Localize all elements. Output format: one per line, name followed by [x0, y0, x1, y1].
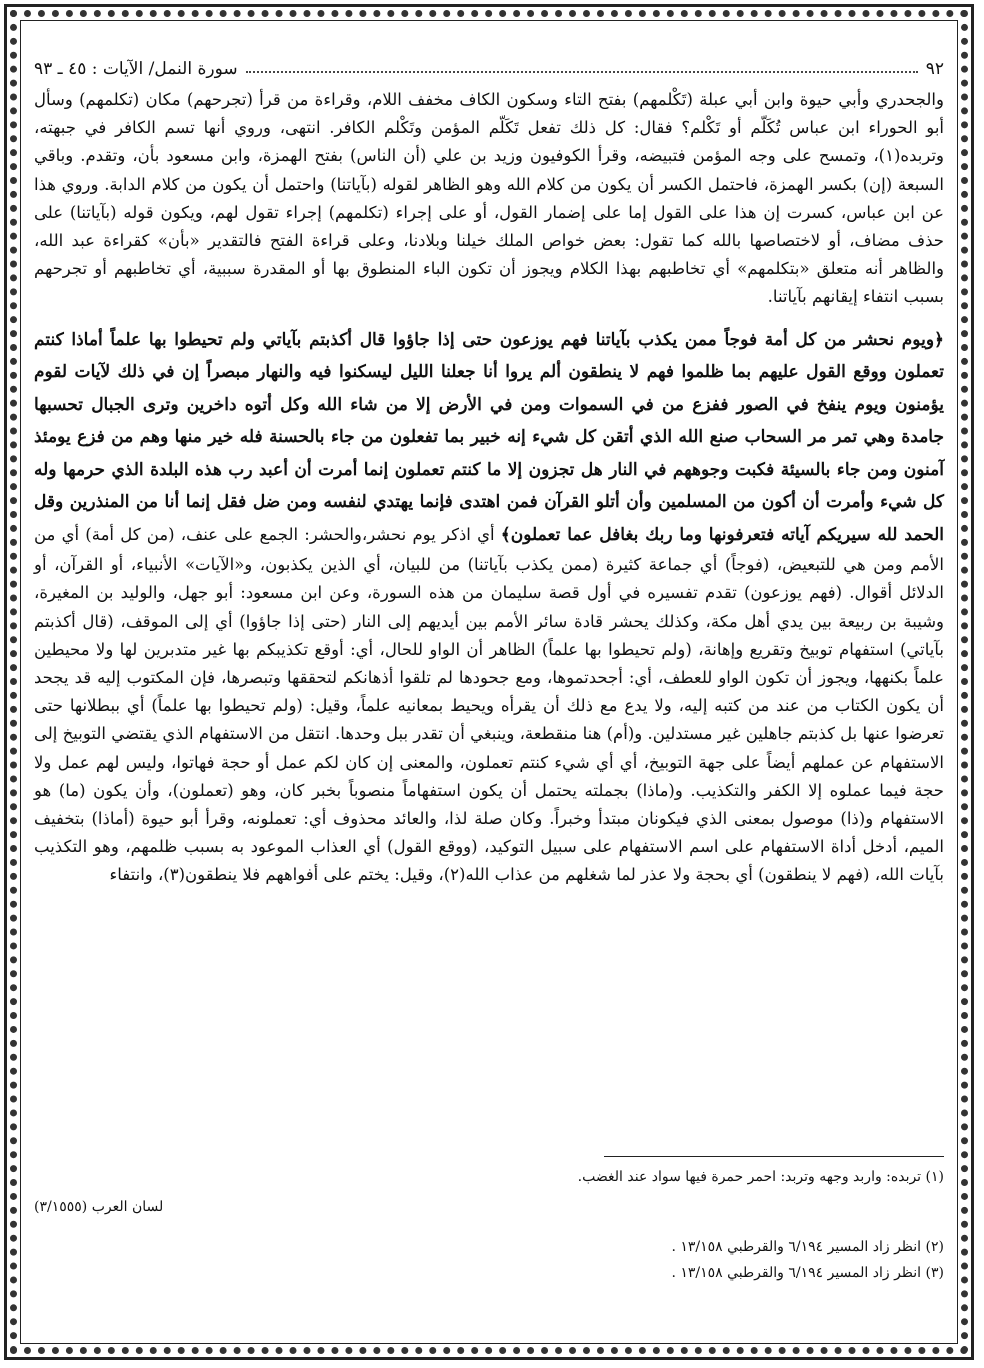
page-number: ٩٢ [925, 59, 944, 79]
footnote-3: (٣) انظر زاد المسير ٦/١٩٤ والقرطبي ١٣/١٥٨ . [671, 1265, 944, 1281]
quran-verse: ﴿ويوم نحشر من كل أمة فوجاً ممن يكذب بآياتنا فهم يوزعون حتى إذا جاؤوا قال أكذبتم بآياتي ولم تحيطوا بها علماً أماذا كنتم تعملون ووقع القول عليهم بما ظلموا فهم لا ينطقون ألم يروا أنا جعلنا الليل ليسكنوا فيه والنهار مبصراً إن في ذلك لآيات لقوم يؤمنون ويوم ينفخ في الصور ففزع من في السموات ومن في الأرض إلا من شاء الله وكل أتوه داخرين وترى الجبال تحسبها جامدة وهي تمر مر السحاب صنع الله الذي أتقن كل شيء إنه خبير بما تفعلون من جاء بالحسنة فله خير منها وهم من فزع يومئذ آمنون ومن جاء بالسيئة فكبت وجوههم في النار هل تجزون إلا ما كنتم تعملون إنما أمرت أن أعبد رب هذه البلدة الذي حرمها وله كل شيء وأمرت أن أكون من المسلمين وأن أتلو القرآن فمن اهتدى فإنما يهتدي لنفسه ومن ضل فقل إنما أنا من المنذرين وقل الحمد لله سيريكم آياته فتعرفونها وما ربك بغافل عما تعملون﴾ [34, 329, 944, 545]
footnote-2: (٢) انظر زاد المسير ٦/١٩٤ والقرطبي ١٣/١٥٨ . [671, 1239, 944, 1255]
intro-paragraph: والجحدري وأبي حيوة وابن أبي عبلة (تَكْلمهم) بفتح التاء وسكون الكاف مخفف اللام، وقراءة من قرأ (تجرحهم) مكان (تكلمهم) وسأل أبو الحوراء ابن عباس تُكَلّم أو تَكْلم؟ فقال: كل ذلك تفعل تَكَلّم المؤمن وتَكْلم الكافر. انتهى، وروي أنها تسم الكافر في جبهته، وتربده(١)، وتمسح على وجه المؤمن فتبيضه، وقرأ الكوفيون وزيد بن علي (أن الناس) بفتح الهمزة، وابن مسعود بأن، وتقدم. وباقي السبعة (إن) بكسر الهمزة، فاحتمل الكسر أن يكون من كلام الله وهو الظاهر لقوله (بآياتنا) واحتمل أن يكون من كلام الدابة. وروي هذا عن ابن عباس، كسرت إن هذا على القول إما على إضمار القول، أو على إجراء (تكلمهم) إجراء تقول لهم، ويكون قوله (بآياتنا) على حذف مضاف، أو لاختصاصها بالله كما تقول: بعض خواص الملك خيلنا وبلادنا، وعلى قراءة الفتح فالتقدير «بأن» كقراءة عبد الله، والظاهر أنه متعلق «بتكلمهم» أي تخاطبهم بهذا الكلام ويجوز أن تكون الباء المنطوق بها أو المقدرة سببية، أي تخاطبهم أو تجرحهم بسبب انتفاء إيقانهم بآياتنا. [34, 90, 944, 307]
commentary-text: أي اذكر يوم نحشر،والحشر: الجمع على عنف، (من كل أمة) أي من الأمم ومن هي للتبعيض، (فوجاً) أي جماعة كثيرة (ممن يكذب بآياتنا) من للبيان، أي الذين يكذبون، و«الآيات» الأنبياء، أو القرآن، أو الدلائل أقوال. (فهم يوزعون) تقدم تفسيره في أول قصة سليمان من هذه السورة، وعن ابن مسعود: أبو جهل، والوليد بن المغيرة، وشيبة بن ربيعة بين يدي أهل مكة، وكذلك يحشر قادة سائر الأمم بين أيديهم إلى النار (حتى إذا جاؤوا) أي إلى الموقف، (قال أكذبتم بآياتي) استفهام توبيخ وتقريع وإهانة، (ولم تحيطوا بها علماً) الظاهر أن الواو للحال، أي: أوقع تكذيبكم بها غير متدبرين لها ولا محيطين علماً بكنهها، ويجوز أن تكون الواو للعطف، أي: أجحدتموها، ومع جحودها لم تلقوا أذهانكم لتحققها وتبصرها، فإن المكتوب إليه قد يجحد أن يكون الكتاب من عند من كتبه إليه، ولا يدع مع ذلك أن يقرأه ويحيط بمعانيه علماً، وقيل: (ولم تحيطوا بها علماً) أي ببطلانها حتى تعرضوا عنها بل كذبتم جاهلين غير مستدلين. و(أم) هنا منقطعة، وينبغي أن تقدر ببل وحدها. انتقل من الاستفهام الذي يقتضي التوبيخ إلى الاستفهام عن عملهم أيضاً على جهة التوبيخ، أي أي شيء كنتم تعملون، والمعنى إن كان لكم عمل أو حجة فهاتوا، وليس لهم عمل ولا حجة فيما عملوه إلا الكفر والتكذيب. و(ماذا) بجملته يحتمل أن يكون استفهاماً منصوباً بخبر كان، وهو (تعملون)، وأن يكون (ما) هو الاستفهام و(ذا) موصول بمعنى الذي فيكونان مبتدأ وخبراً. وكان صلة لذا، والعائد محذوف أي: تعملونه، وقرأ أبو حيوة (أماذا) بتخفيف الميم، أدخل أداة الاستفهام على اسم الاستفهام على سبيل التوكيد، (ووقع القول) أي العذاب الموعود به بسبب ظلمهم، وهو التكذيب بآيات الله، (فهم لا ينطقون) أي بحجة ولا عذر لما شغلهم من عذاب الله(٢)، وقيل: يختم على أفواههم فلا ينطقون(٣)، وانتفاء [34, 524, 944, 885]
main-text [34, 86, 944, 890]
footnotes [34, 1164, 944, 1286]
running-title: سورة النمل/ الآيات : ٤٥ ـ ٩٣ [34, 59, 238, 79]
page-header [34, 52, 944, 86]
footnote-rule [604, 1156, 944, 1157]
header-dotted-leader [246, 71, 918, 73]
footnote-1: (١) تربده: واربد وجهه وتربد: احمر حمرة فيها سواد عند الغضب. [577, 1169, 944, 1185]
footnote-1-source: لسان العرب (٣/١٥٥٥) [34, 1199, 164, 1215]
verse-block [34, 324, 944, 890]
book-page [34, 52, 944, 1342]
